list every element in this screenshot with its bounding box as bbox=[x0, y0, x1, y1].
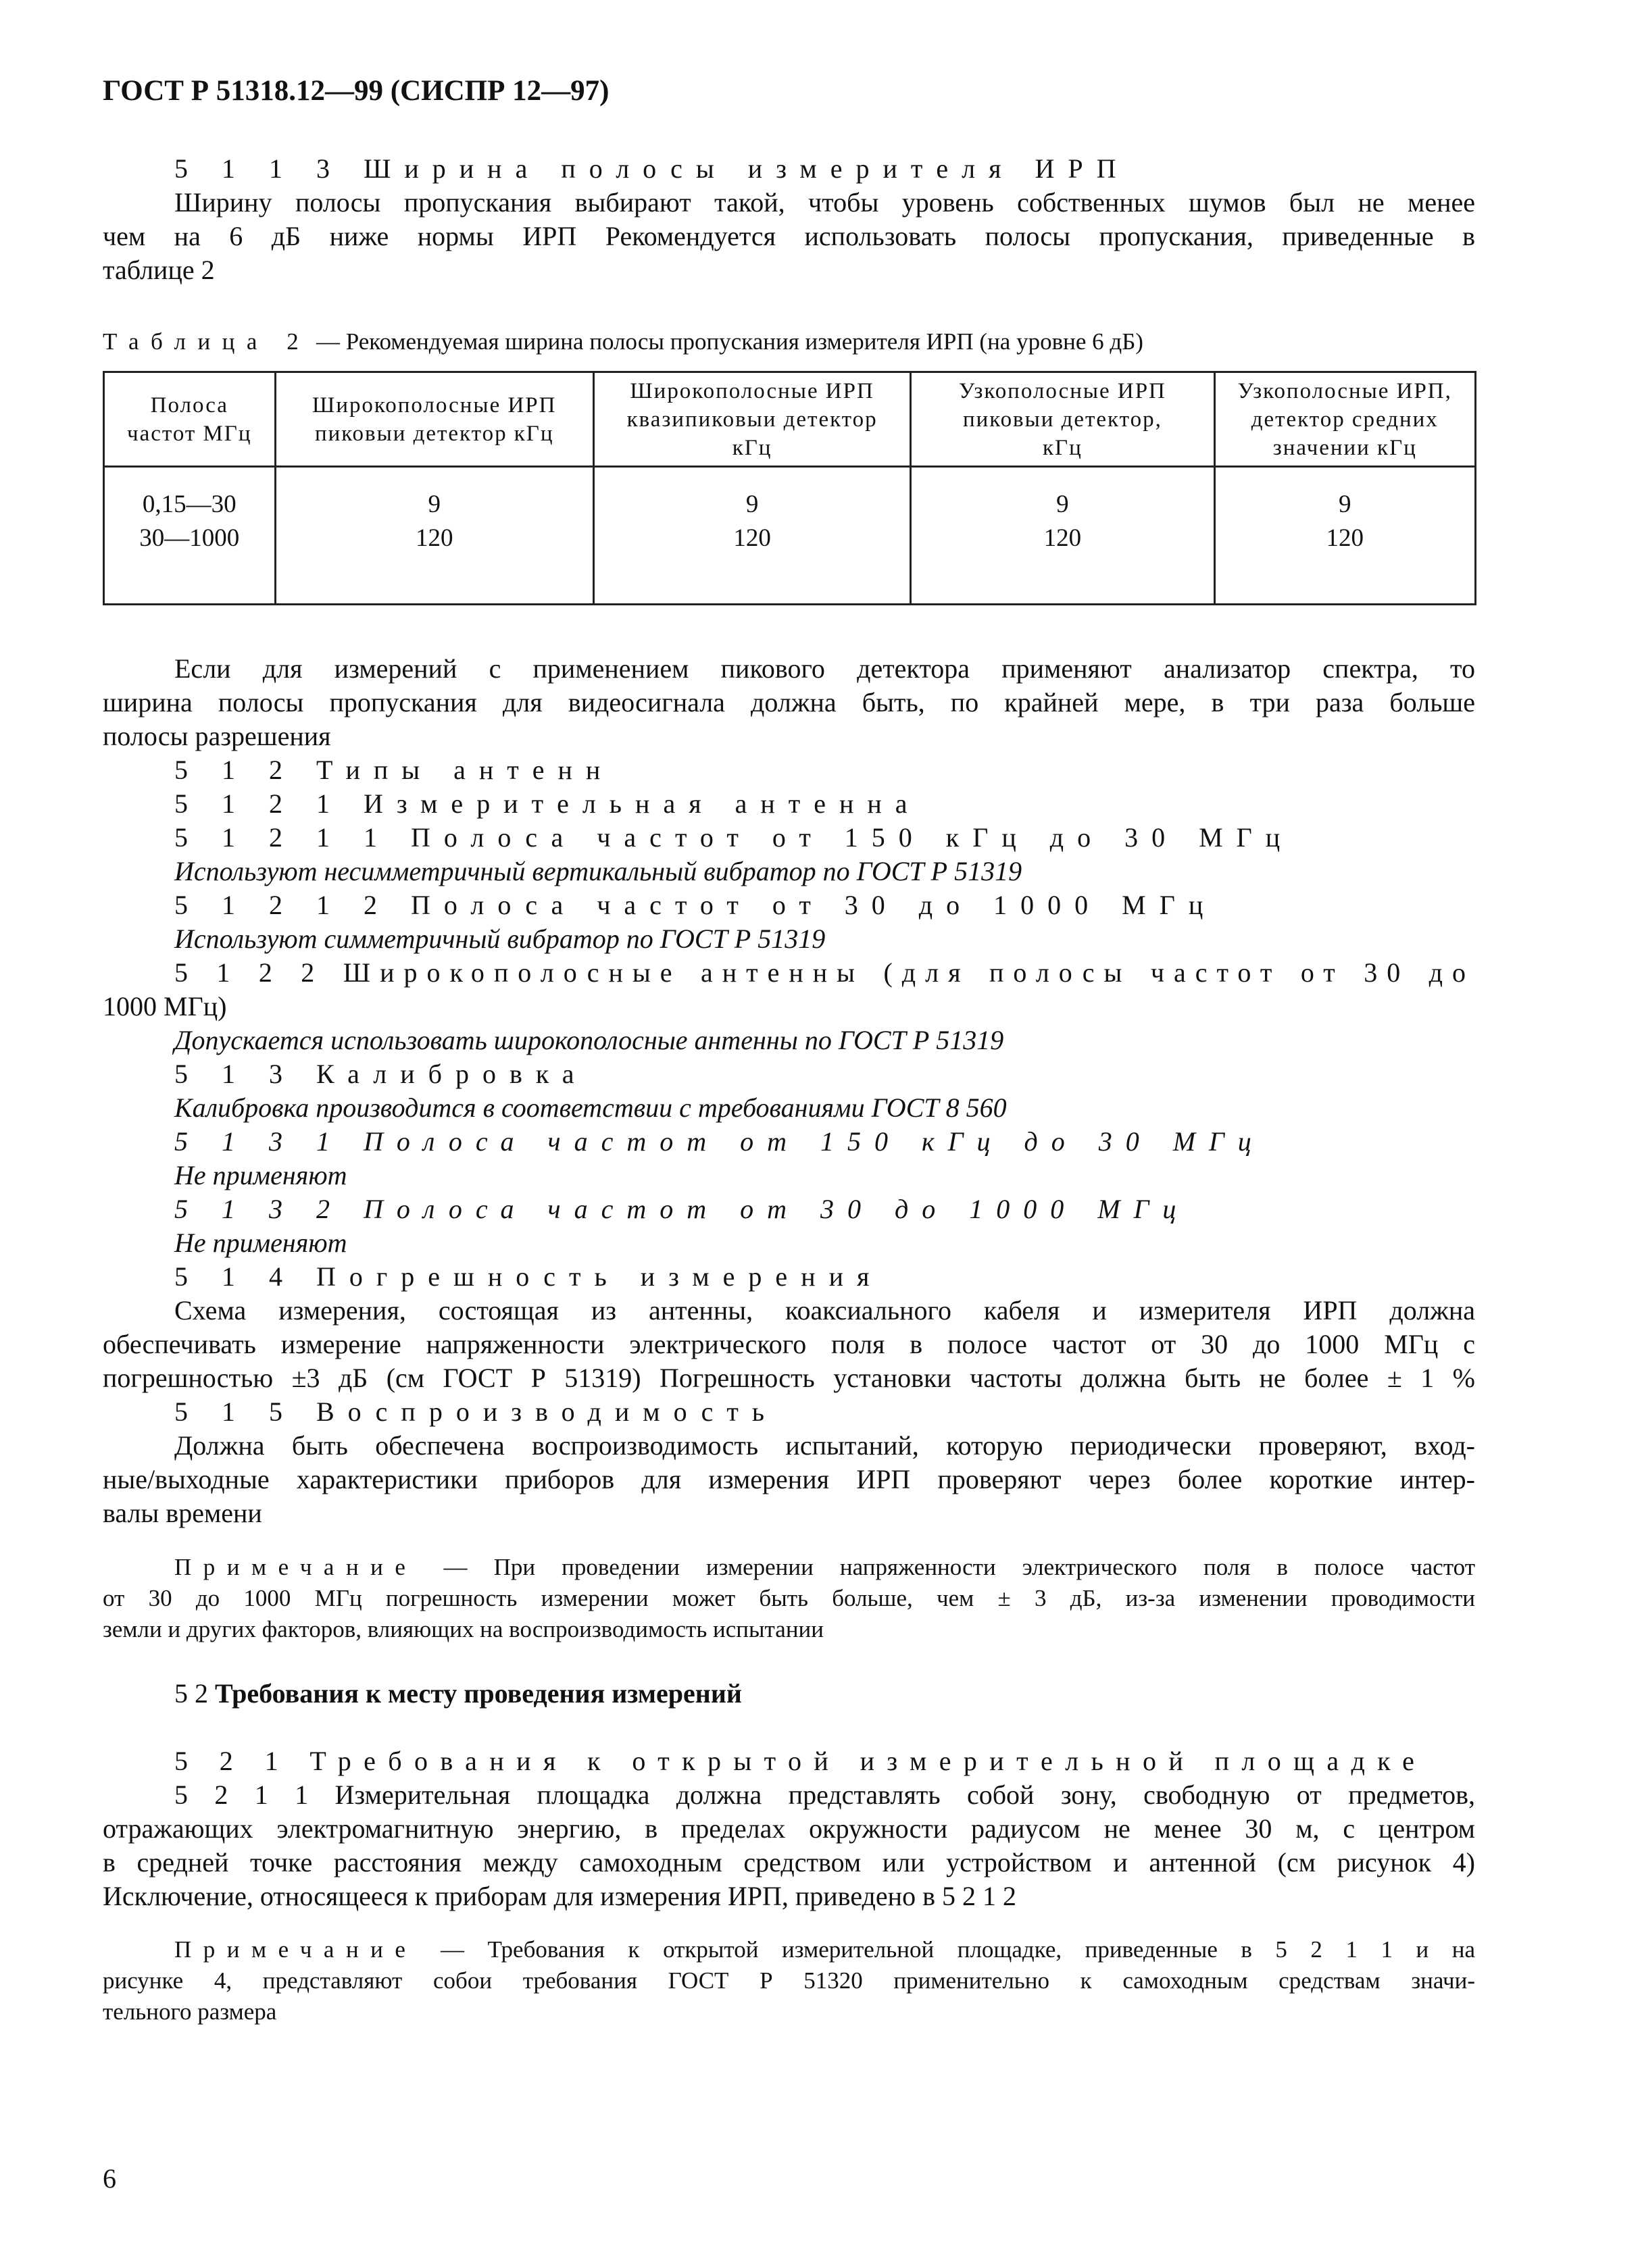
table-caption bbox=[103, 326, 1143, 357]
after-table-line: Если для измерений с применением пикового детектора применяют анализатор спектра, то bbox=[174, 653, 1475, 684]
section-5113-heading: 5 1 1 3 Ширина полосы измерителя ИРП bbox=[174, 153, 1130, 184]
section-5113-para-line: чем на 6 дБ ниже нормы ИРП Рекомендуется использовать полосы пропускания, приведенные в bbox=[103, 221, 1475, 251]
table-caption-label: Таблица 2 bbox=[103, 328, 311, 355]
table-header-cell: Широкополосные ИРП пиковыи детектор кГц bbox=[275, 372, 593, 467]
bandwidth-table bbox=[103, 371, 1476, 605]
table-cell: 0,15—30 30—1000 bbox=[104, 467, 276, 605]
table-cell: 9 120 bbox=[911, 467, 1214, 605]
section-5131-heading: 5 1 3 1 Полоса частот от 150 кГц до 30 МГц bbox=[174, 1126, 1265, 1157]
section-5122-text: Допускается использовать широкополосные антенны по ГОСТ Р 51319 bbox=[174, 1025, 1004, 1055]
section-514-heading: 5 1 4 Погрешность измерения bbox=[174, 1261, 883, 1292]
section-514-line: Схема измерения, состоящая из антенны, коаксиального кабеля и измерителя ИРП должна bbox=[174, 1295, 1475, 1326]
section-514-line: погрешностью ±3 дБ (см ГОСТ Р 51319) Погрешность установки частоты должна быть не более ± 1 % bbox=[103, 1363, 1475, 1393]
note-2-label: Примечание bbox=[174, 1936, 418, 1963]
section-5211-line: отражающих электромагнитную энергию, в пределах окружности радиусом не менее 30 м, с центром bbox=[103, 1813, 1475, 1844]
section-515-line: ные/выходные характеристики приборов для измерения ИРП проверяют через более короткие интер- bbox=[103, 1464, 1475, 1494]
section-512-heading: 5 1 2 Типы антенн bbox=[174, 755, 614, 785]
note-2-line: рисунке 4, представляют собои требования ГОСТ Р 51320 применительно к самоходным средствам значи- bbox=[103, 1967, 1475, 1994]
note-1-line: Примечание — При проведении измерении напряженности электрического поля в полосе частот bbox=[174, 1554, 1475, 1580]
table-header-cell: Широкополосные ИРП квазипиковыи детектор кГц bbox=[593, 372, 910, 467]
note-1-line: земли и других факторов, влияющих на воспроизводимость испытании bbox=[103, 1616, 824, 1642]
section-5113-para-line: Ширину полосы пропускания выбирают такой, чтобы уровень собственных шумов был не менее bbox=[174, 187, 1475, 218]
note-2-line: Примечание — Требования к открытой измерительной площадке, приведенные в 5 2 1 1 и на bbox=[174, 1936, 1475, 1963]
section-5122-heading: 5 1 2 2 Широкополосные антенны (для полосы частот от 30 до bbox=[174, 957, 1475, 988]
page-number: 6 bbox=[103, 2163, 116, 2194]
table-caption-text: — Рекомендуемая ширина полосы пропускания измерителя ИРП (на уровне 6 дБ) bbox=[310, 328, 1143, 355]
document-header: ГОСТ Р 51318.12—99 (СИСПР 12—97) bbox=[103, 75, 610, 107]
note-2-line: тельного размера bbox=[103, 1998, 277, 2025]
table-header-cell: Узкополосные ИРП, детектор средних значении кГц bbox=[1214, 372, 1476, 467]
section-5132-text: Не применяют bbox=[174, 1228, 347, 1258]
section-5132-heading: 5 1 3 2 Полоса частот от 30 до 1000 МГц bbox=[174, 1194, 1190, 1224]
section-51211-text: Используют несимметричный вертикальный вибратор по ГОСТ Р 51319 bbox=[174, 856, 1022, 886]
table-header-row bbox=[104, 372, 1476, 467]
section-5211-line: 5 2 1 1 Измерительная площадка должна представлять собой зону, свободную от предметов, bbox=[174, 1780, 1475, 1810]
section-513-text: Калибровка производится в соответствии с требованиями ГОСТ 8 560 bbox=[174, 1092, 1007, 1123]
table-row bbox=[104, 467, 1476, 605]
section-52-number: 5 2 bbox=[174, 1678, 208, 1709]
table-header-cell: Узкополосные ИРП пиковыи детектор, кГц bbox=[911, 372, 1214, 467]
section-5122-heading-cont: 1000 МГц) bbox=[103, 991, 227, 1022]
section-5211-line: Исключение, относящееся к приборам для измерения ИРП, приведено в 5 2 1 2 bbox=[103, 1881, 1016, 1911]
section-513-heading: 5 1 3 Калибровка bbox=[174, 1059, 588, 1089]
section-5121-heading: 5 1 2 1 Измерительная антенна bbox=[174, 788, 921, 819]
table-header-cell: Полоса частот МГц bbox=[104, 372, 276, 467]
section-5211-line: в средней точке расстояния между самоходным средством или устройством и антенной (см рисунок 4) bbox=[103, 1847, 1475, 1878]
section-52-heading bbox=[174, 1677, 742, 1711]
section-51212-text: Используют симметричный вибратор по ГОСТ Р 51319 bbox=[174, 924, 826, 954]
section-515-line: Должна быть обеспечена воспроизводимость испытаний, которую периодически проверяют, вход- bbox=[174, 1430, 1475, 1461]
section-52-title: Требования к месту проведения измерений bbox=[215, 1678, 742, 1709]
section-515-line: валы времени bbox=[103, 1498, 262, 1528]
table-cell: 9 120 bbox=[1214, 467, 1476, 605]
table-cell: 9 120 bbox=[275, 467, 593, 605]
section-5113-para-line: таблице 2 bbox=[103, 255, 215, 285]
section-521-heading: 5 2 1 Требования к открытой измерительной площадке bbox=[174, 1746, 1427, 1776]
table-cell: 9 120 bbox=[593, 467, 910, 605]
section-51212-heading: 5 1 2 1 2 Полоса частот от 30 до 1000 МГц bbox=[174, 890, 1217, 920]
note-1-label: Примечание bbox=[174, 1554, 418, 1580]
section-514-line: обеспечивать измерение напряженности электрического поля в полосе частот от 30 до 1000 МГц с bbox=[103, 1329, 1475, 1359]
after-table-line: ширина полосы пропускания для видеосигнала должна быть, по крайней мере, в три раза больше bbox=[103, 687, 1475, 717]
section-5131-text: Не применяют bbox=[174, 1160, 347, 1190]
note-1-line: от 30 до 1000 МГц погрешность измерении может быть больше, чем ± 3 дБ, из-за изменении проводимости bbox=[103, 1585, 1475, 1611]
section-51211-heading: 5 1 2 1 1 Полоса частот от 150 кГц до 30 МГц bbox=[174, 822, 1294, 853]
after-table-line: полосы разрешения bbox=[103, 721, 331, 751]
section-515-heading: 5 1 5 Воспроизводимость bbox=[174, 1396, 778, 1427]
